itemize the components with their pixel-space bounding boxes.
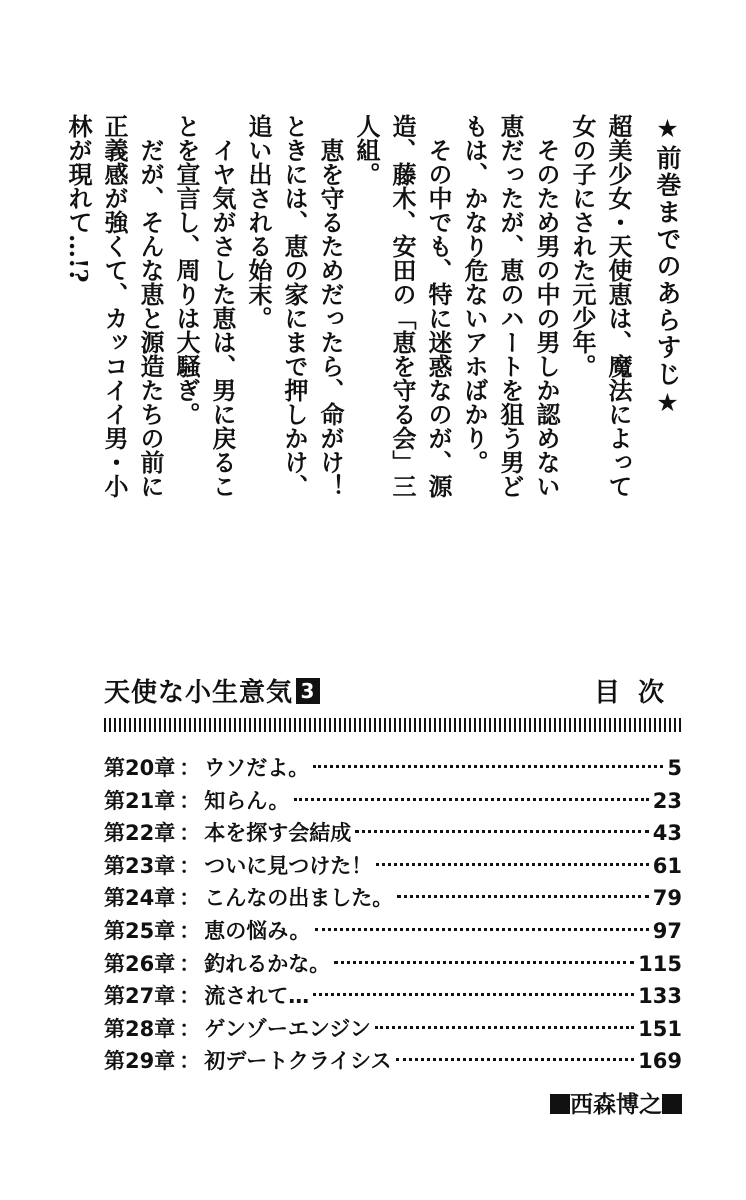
chapter-colon: ： <box>179 918 201 943</box>
chapter-title: 流されて… <box>204 984 310 1009</box>
chapter-colon: ： <box>179 1049 201 1074</box>
chapter-number: 第24章 <box>104 886 176 911</box>
leader-dots <box>397 895 649 898</box>
toc-row[interactable] <box>104 948 682 981</box>
chapter-number: 第23章 <box>104 853 176 878</box>
toc-row[interactable] <box>104 980 682 1013</box>
chapter-title: 知らん。 <box>204 788 290 813</box>
chapter-number: 第22章 <box>104 821 176 846</box>
leader-dots <box>294 798 649 801</box>
synopsis-paragraph: 恵を守るためだったら、命がけ！ときには、恵の家にまで押しかけ、追い出される始末。 <box>244 114 345 498</box>
toc-divider <box>104 718 682 732</box>
chapter-number: 第28章 <box>104 1016 176 1041</box>
toc-row[interactable] <box>104 850 682 883</box>
leader-dots <box>334 961 634 964</box>
chapter-page: 133 <box>638 984 682 1009</box>
toc-row[interactable] <box>104 882 682 915</box>
synopsis-title: ★前巻までのあらすじ★ <box>653 114 682 419</box>
author-credit <box>550 1086 682 1119</box>
toc-row[interactable] <box>104 915 682 948</box>
toc-header <box>104 672 682 712</box>
chapter-title: 本を探す会結成 <box>204 821 352 846</box>
chapter-title: 初デートクライシス <box>204 1049 392 1074</box>
chapter-colon: ： <box>179 1016 201 1041</box>
toc-label: 目次 <box>593 678 682 708</box>
chapter-number: 第20章 <box>104 756 176 780</box>
chapter-colon: ： <box>179 756 201 780</box>
chapter-number: 第29章 <box>104 1049 176 1074</box>
book-title <box>104 672 320 709</box>
chapter-number: 第27章 <box>104 984 176 1009</box>
chapter-page: 61 <box>652 853 682 878</box>
chapter-page: 115 <box>638 951 682 976</box>
book-title-text: 天使な小生意気 <box>104 678 294 708</box>
chapter-page: 79 <box>652 886 682 911</box>
leader-dots <box>355 830 649 833</box>
chapter-colon: ： <box>179 984 201 1009</box>
chapter-title: ウソだよ。 <box>204 756 310 780</box>
chapter-page: 5 <box>667 756 682 780</box>
synopsis-block <box>64 114 690 498</box>
leader-dots <box>313 993 634 996</box>
chapter-title: ついに見つけた！ <box>204 853 373 878</box>
leader-dots <box>315 928 649 931</box>
chapter-page: 97 <box>652 918 682 943</box>
toc-row[interactable] <box>104 1013 682 1046</box>
synopsis-paragraph: そのため男の中の男しか認めない恵だったが、恵のハートを狙う男どもは、かなり危ないアホばかり。 <box>460 114 561 498</box>
author-name: 西森博之 <box>570 1092 662 1118</box>
chapter-page: 151 <box>638 1016 682 1041</box>
synopsis-paragraph: 超美少女・天使恵は、魔法によって女の子にされた元少年。 <box>568 114 633 498</box>
toc-row[interactable] <box>104 785 682 818</box>
chapter-title: ゲンゾーエンジン <box>204 1016 371 1041</box>
volume-badge: 3 <box>296 678 320 704</box>
toc-list <box>104 752 682 1078</box>
synopsis-paragraph: その中でも、特に迷惑なのが、源造、藤木、安田の「恵を守る会」三人組。 <box>352 114 453 498</box>
chapter-number: 第21章 <box>104 788 176 813</box>
chapter-number: 第25章 <box>104 918 176 943</box>
toc-row[interactable] <box>104 752 682 785</box>
chapter-colon: ： <box>179 951 201 976</box>
chapter-title: 釣れるかな。 <box>204 951 331 976</box>
chapter-number: 第26章 <box>104 951 176 976</box>
chapter-colon: ： <box>179 821 201 846</box>
leader-dots <box>375 1026 634 1029</box>
synopsis-paragraph: イヤ気がさした恵は、男に戻ることを宣言し、周りは大騒ぎ。 <box>172 114 237 498</box>
chapter-page: 23 <box>652 788 682 813</box>
chapter-colon: ： <box>179 886 201 911</box>
synopsis-body <box>60 114 636 504</box>
toc-row[interactable] <box>104 817 682 850</box>
chapter-page: 43 <box>652 821 682 846</box>
chapter-colon: ： <box>179 788 201 813</box>
chapter-title: こんなの出ました。 <box>204 886 394 911</box>
leader-dots <box>313 765 663 768</box>
leader-dots <box>396 1058 635 1061</box>
chapter-colon: ： <box>179 853 201 878</box>
toc-row[interactable] <box>104 1045 682 1078</box>
square-mark-right <box>662 1094 682 1114</box>
square-mark-left <box>550 1094 570 1114</box>
chapter-title: 恵の悩み。 <box>204 918 311 943</box>
chapter-page: 169 <box>638 1049 682 1074</box>
leader-dots <box>376 863 649 866</box>
synopsis-paragraph: だが、そんな恵と源造たちの前に正義感が強くて、カッコイイ男・小林が現れて…!? <box>64 114 165 498</box>
